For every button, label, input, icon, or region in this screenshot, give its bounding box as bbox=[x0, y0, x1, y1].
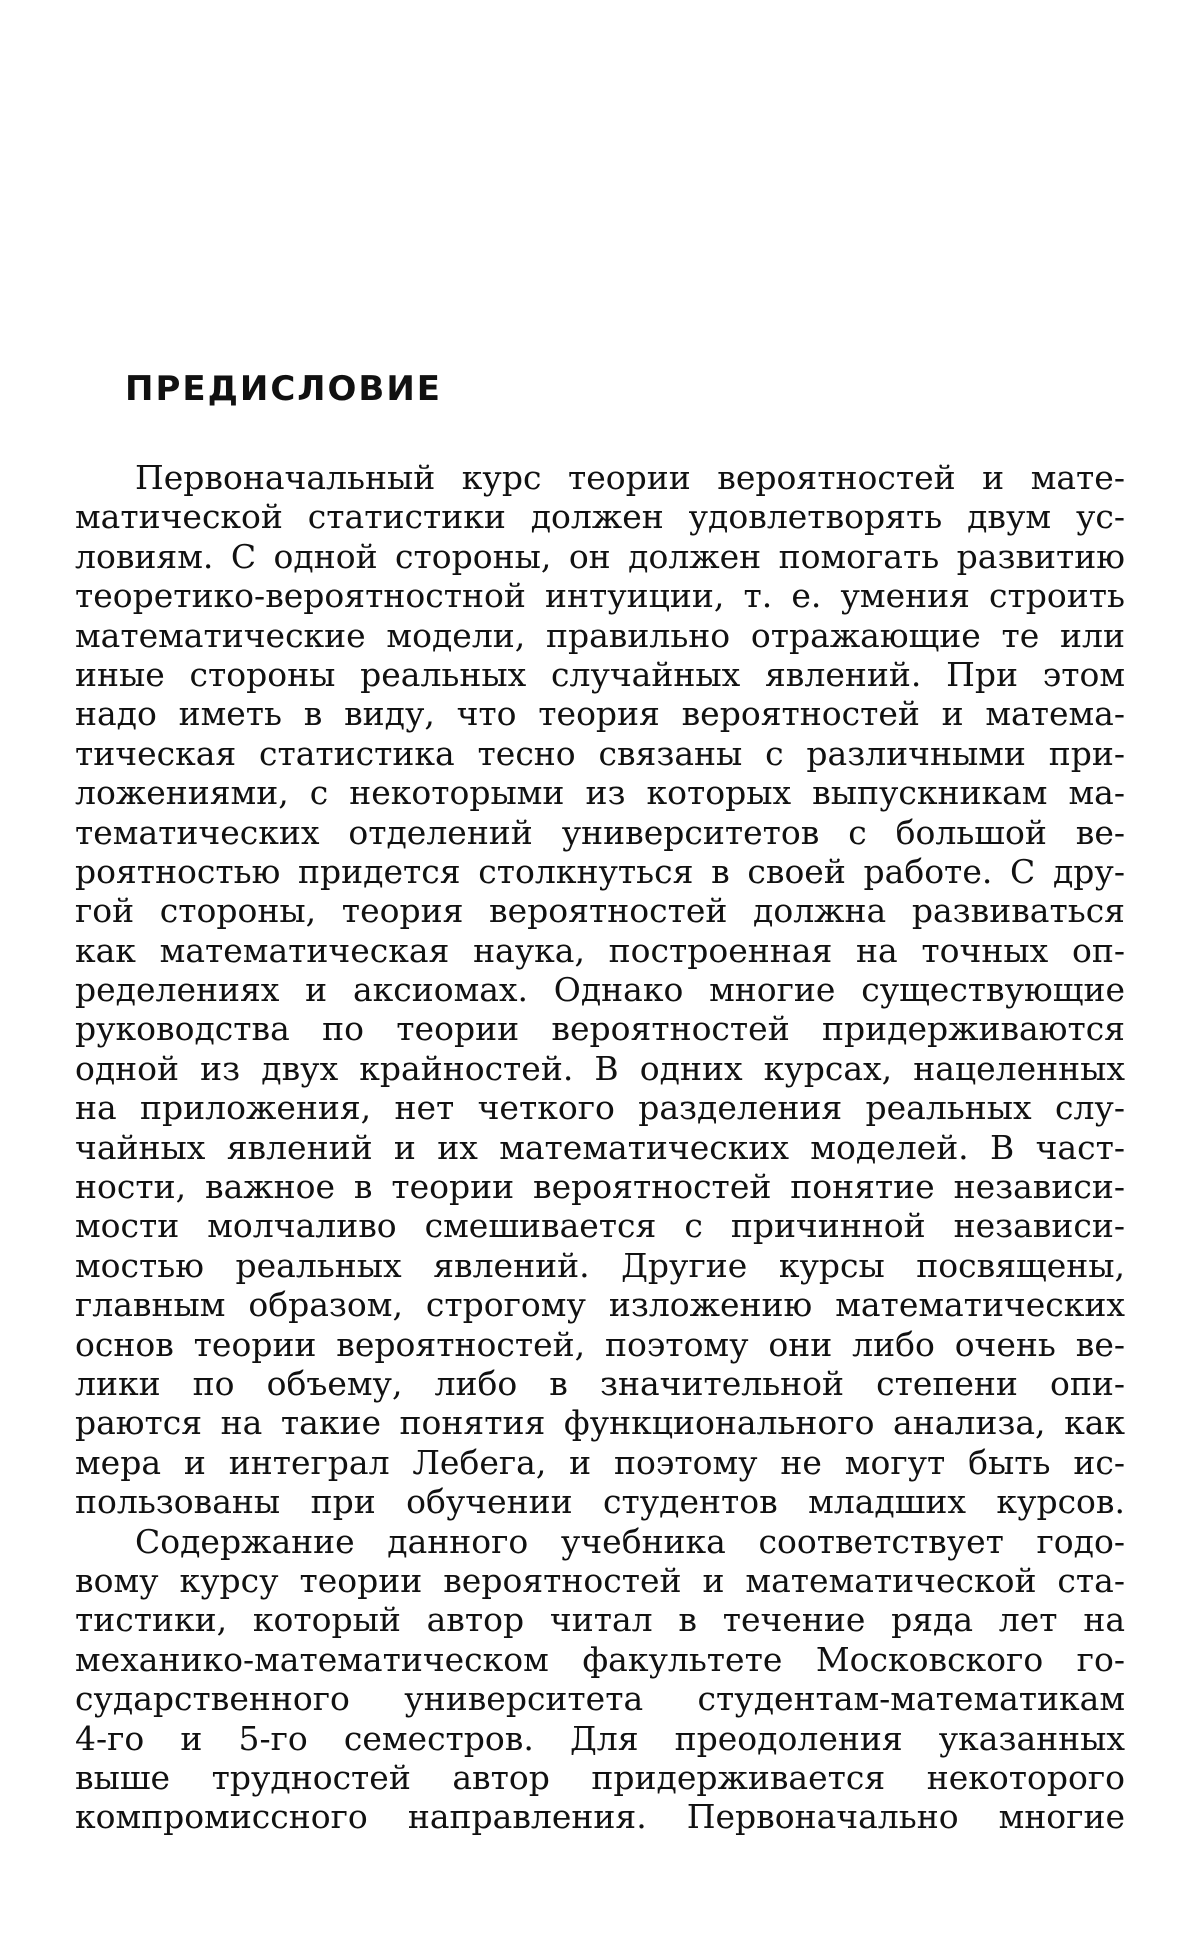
text-line: мости молчаливо смешивается с причинной независи- bbox=[75, 1206, 1125, 1246]
paragraph-2 bbox=[75, 1522, 1125, 1837]
text-line: ределениях и аксиомах. Однако многие существующие bbox=[75, 970, 1125, 1010]
text-line: Первоначальный курс теории вероятностей и мате- bbox=[135, 458, 1125, 497]
text-line: тистики, который автор читал в течение ряда лет на bbox=[75, 1600, 1125, 1640]
text-line: пользованы при обучении студентов младших курсов. bbox=[75, 1482, 1125, 1522]
text-line: как математическая наука, построенная на точных оп- bbox=[75, 930, 1125, 970]
text-line: математические модели, правильно отражающие те или bbox=[75, 615, 1125, 655]
text-line: основ теории вероятностей, поэтому они либо очень ве- bbox=[75, 1324, 1125, 1364]
text-line: матической статистики должен удовлетворять двум ус- bbox=[75, 497, 1125, 537]
preface-heading: ПРЕДИСЛОВИЕ bbox=[125, 369, 443, 409]
text-line: тическая статистика тесно связаны с различными при- bbox=[75, 733, 1125, 773]
text-line: чайных явлений и их математических моделей. В част- bbox=[75, 1127, 1125, 1167]
text-line: ловиям. С одной стороны, он должен помогать развитию bbox=[75, 536, 1125, 576]
text-line: гой стороны, теория вероятностей должна развиваться bbox=[75, 891, 1125, 931]
text-line: мостью реальных явлений. Другие курсы посвящены, bbox=[75, 1245, 1125, 1285]
text-line: тематических отделений университетов с большой ве- bbox=[75, 812, 1125, 852]
text-line: руководства по теории вероятностей придерживаются bbox=[75, 1009, 1125, 1049]
preface-text bbox=[75, 458, 1125, 1837]
text-line: сударственного университета студентам-математикам bbox=[75, 1679, 1125, 1719]
text-line: лики по объему, либо в значительной степени опи- bbox=[75, 1363, 1125, 1403]
text-line: мера и интеграл Лебега, и поэтому не могут быть ис- bbox=[75, 1442, 1125, 1482]
paragraph-1 bbox=[75, 458, 1125, 1522]
text-line: Содержание данного учебника соответствует годо- bbox=[135, 1521, 1125, 1561]
text-line: вому курсу теории вероятностей и математической ста- bbox=[75, 1560, 1125, 1600]
text-line: надо иметь в виду, что теория вероятностей и матема- bbox=[75, 694, 1125, 734]
text-line: ности, важное в теории вероятностей понятие независи- bbox=[75, 1167, 1125, 1207]
text-line: механико-математическом факультете Московского го- bbox=[75, 1639, 1125, 1679]
text-line: раются на такие понятия функционального анализа, как bbox=[75, 1403, 1125, 1443]
text-line: главным образом, строгому изложению математических bbox=[75, 1285, 1125, 1325]
text-line: одной из двух крайностей. В одних курсах, нацеленных bbox=[75, 1048, 1125, 1088]
text-line: теоретико-вероятностной интуиции, т. е. умения строить bbox=[75, 576, 1125, 616]
text-line: иные стороны реальных случайных явлений. При этом bbox=[75, 654, 1125, 694]
text-line: выше трудностей автор придерживается некоторого bbox=[75, 1757, 1125, 1797]
text-line: на приложения, нет четкого разделения реальных слу- bbox=[75, 1088, 1125, 1128]
text-line: компромиссного направления. Первоначально многие bbox=[75, 1797, 1125, 1837]
text-line: ложениями, с некоторыми из которых выпускникам ма- bbox=[75, 773, 1125, 813]
text-line: 4-го и 5-го семестров. Для преодоления указанных bbox=[75, 1718, 1125, 1758]
text-line: роятностью придется столкнуться в своей работе. С дру- bbox=[75, 851, 1125, 891]
